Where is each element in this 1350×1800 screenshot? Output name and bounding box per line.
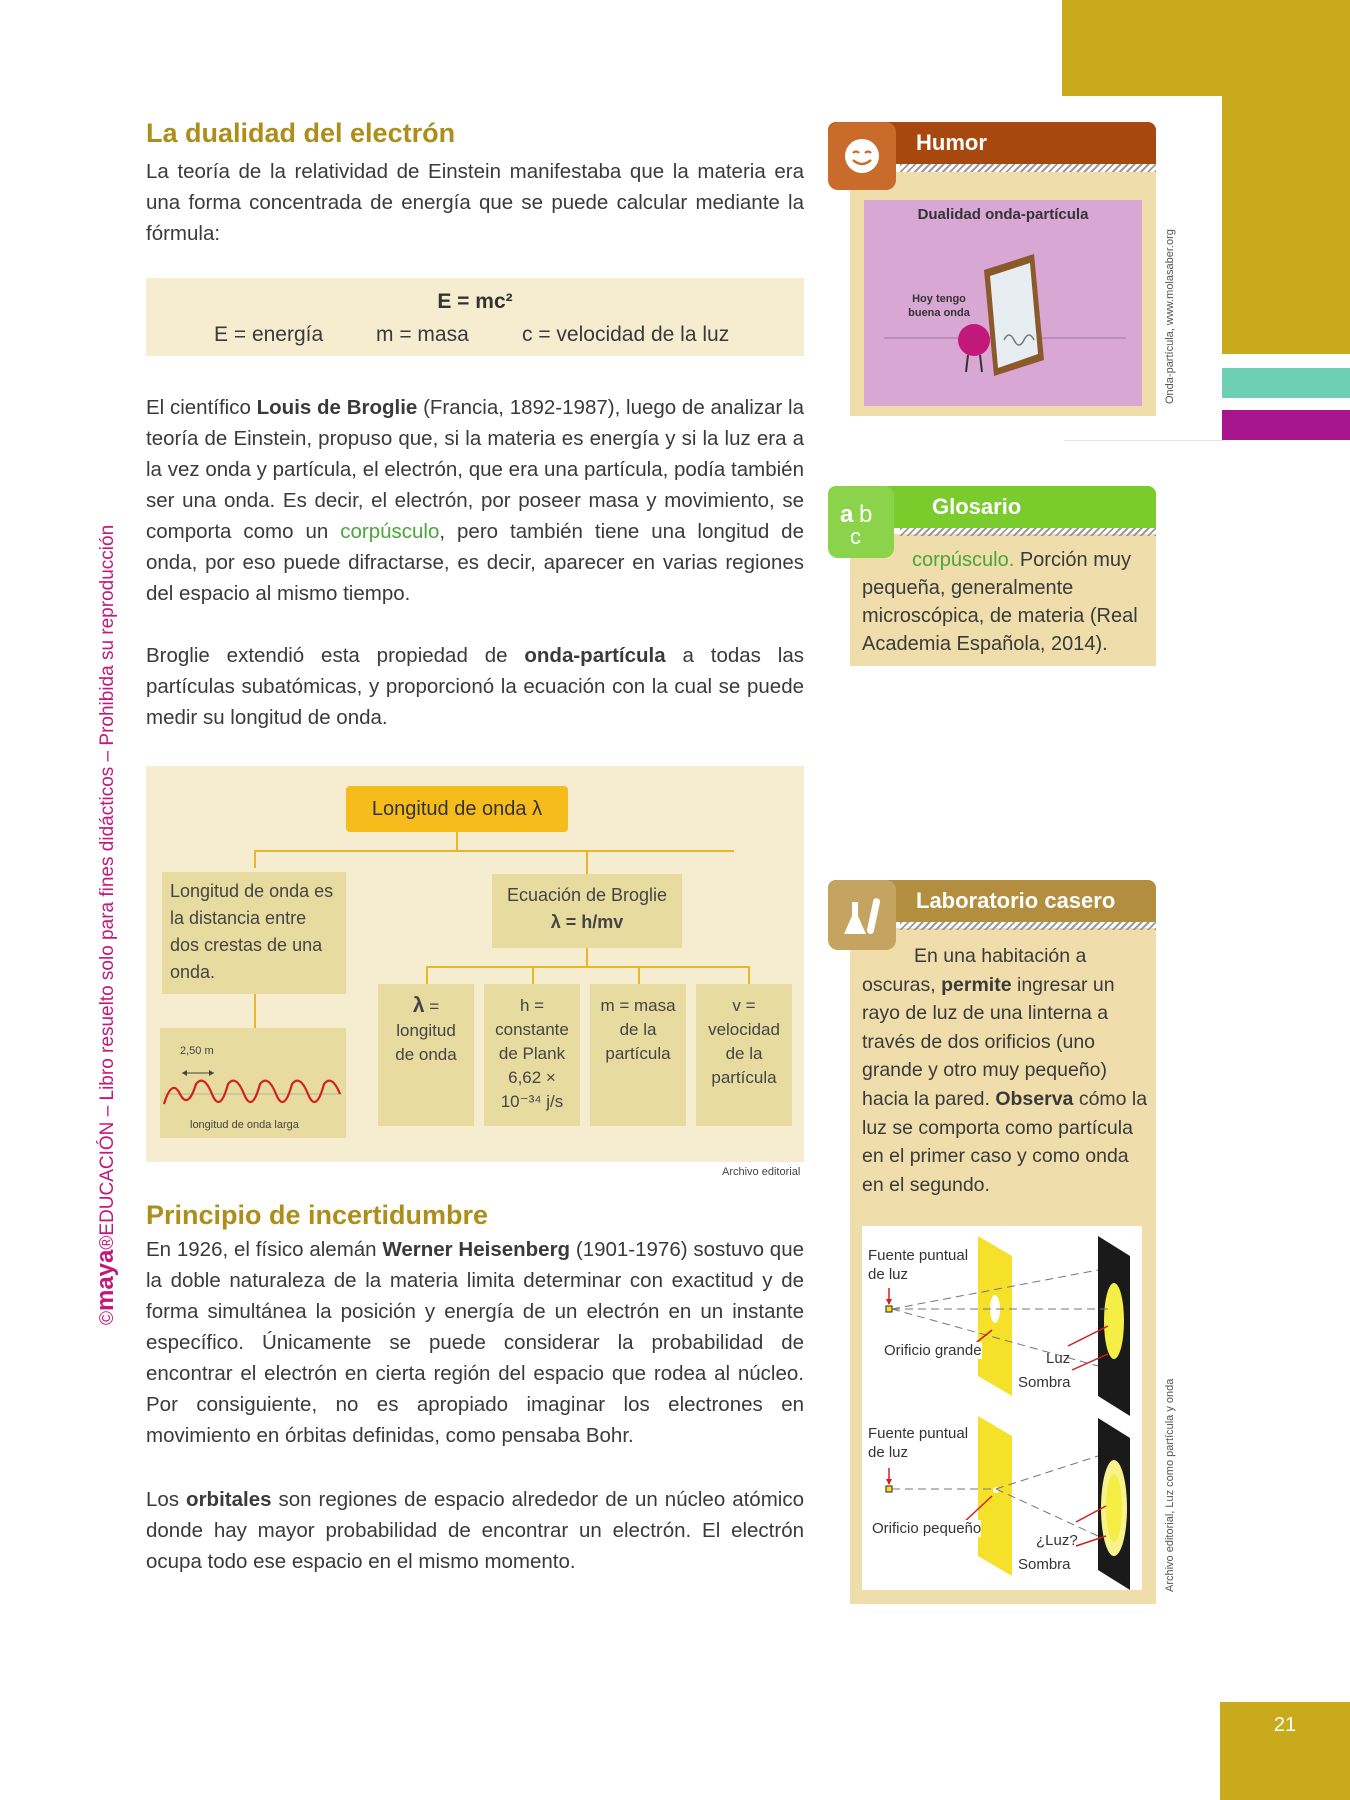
glossary-entry [862, 546, 1152, 658]
lab-instructions [862, 942, 1152, 1199]
connector [426, 966, 428, 984]
lab-figure-credit: Archivo editorial, Luz como partícula y onda [1164, 1378, 1176, 1592]
lambda-definition: = longitud de onda [395, 997, 457, 1064]
cartoon-title: Dualidad onda-partícula [917, 206, 1089, 223]
concept-map [146, 766, 804, 1162]
legend-masa: m = masa [376, 323, 469, 346]
variable-v: v = velocidad de la partícula [696, 984, 792, 1126]
wave-caption: longitud de onda larga [190, 1119, 299, 1131]
broglie-name: Louis de Broglie [256, 396, 418, 419]
connector [748, 966, 750, 984]
flask-icon [828, 880, 896, 950]
onda-particula-term: onda-partícula [524, 644, 666, 667]
connector [426, 966, 750, 968]
connector [586, 850, 588, 874]
glossary-hatch [900, 528, 1156, 536]
orbitales-paragraph [146, 1484, 804, 1577]
heisenberg-name: Werner Heisenberg [382, 1238, 571, 1261]
cartoon-image [864, 200, 1142, 406]
brand-name: maya [92, 1249, 119, 1311]
connector [532, 966, 534, 984]
glossary-definition: Porción muy pequeña, generalmente microscópica, de materia (Real Academia Española, 2014). [862, 549, 1138, 655]
decorative-gold-column [1222, 96, 1350, 354]
legend-velocidad: c = velocidad de la luz [522, 323, 730, 346]
connector [638, 966, 640, 984]
fig-label-shadow-2: Sombra [1018, 1556, 1071, 1573]
decorative-teal-band [1222, 368, 1350, 398]
variable-m: m = masa de la partícula [590, 984, 686, 1126]
wavelength-definition: Longitud de onda es la distancia entre dos crestas de una onda. [162, 872, 346, 994]
onda-particula-paragraph [146, 640, 804, 733]
svg-text:b: b [859, 501, 873, 528]
fig-label-small-hole: Orificio pequeño [872, 1520, 982, 1537]
lab-verb-permite: permite [941, 973, 1012, 996]
glossary-term: corpúsculo. [912, 549, 1015, 571]
wave-measure-label: 2,50 m [180, 1045, 214, 1057]
broglie-text-end: , pero también tiene una longitud de onda, por eso puede difractarse, es decir, aparecer en varias regiones del espacio al mismo tiempo. [146, 520, 804, 605]
lab-hatch [900, 922, 1156, 930]
connector [586, 948, 588, 966]
orbitales-text-start: Los [146, 1488, 187, 1511]
onda-text-start: Broglie extendió esta propiedad de [146, 644, 525, 667]
humor-hatch [900, 164, 1156, 172]
decorative-divider [1064, 440, 1224, 441]
lambda-symbol: λ [412, 994, 425, 1017]
connector [254, 850, 734, 852]
broglie-text-start: El científico [146, 396, 257, 419]
fig-label-light: Luz [1046, 1350, 1071, 1367]
decorative-magenta-band [1222, 410, 1350, 440]
lab-text-1: En una habitación a oscuras, [862, 945, 1087, 996]
connector [254, 850, 256, 868]
fig-label-large-hole: Orificio grande [884, 1342, 982, 1359]
variable-h: h = constante de Plank 6,62 × 10⁻³⁴ j/s [484, 984, 580, 1126]
decorative-gold-band [1062, 0, 1350, 96]
onda-text-end: a todas las partículas subatómicas, y proporcionó la ecuación con la cual se puede medir su longitud de onda. [146, 644, 804, 729]
lab-title: Laboratorio casero [916, 888, 1116, 913]
humor-title: Humor [916, 130, 987, 155]
glossary-title: Glosario [932, 494, 1022, 519]
legend-energia: E = energía [214, 323, 324, 346]
section-title-dualidad: La dualidad del electrón [146, 118, 456, 148]
copyright-symbol: © [97, 1311, 118, 1325]
fig-label-source-1: Fuente puntual de luz [868, 1247, 969, 1283]
variable-lambda [378, 984, 474, 1126]
connector [456, 832, 458, 850]
copyright-text: ®EDUCACIÓN – Libro resuelto solo para fines didácticos – Prohibida su reproducción [97, 524, 118, 1250]
formula-box [146, 278, 804, 356]
page-number: 21 [1220, 1702, 1350, 1800]
humor-credit: Onda-partícula, www.molasaber.org [1164, 229, 1176, 404]
broglie-equation-box [492, 874, 682, 948]
section-title-incertidumbre: Principio de incertidumbre [146, 1200, 489, 1230]
formula-emc2: E = mc² [437, 290, 513, 313]
equation-label: Ecuación de Broglie [506, 885, 668, 905]
fig-label-shadow-1: Sombra [1018, 1374, 1071, 1391]
cartoon-drawing [864, 200, 1142, 406]
lab-text-2: ingresar un rayo de luz de una linterna a través de dos orificios (uno grande y otro muy pequeño) hacia la pared. [862, 973, 1115, 1110]
lab-verb-observa: Observa [995, 1087, 1074, 1110]
broglie-text-mid: (Francia, 1892-1987), luego de analizar la teoría de Einstein, propuso que, si la materia es energía y si la luz era a la vez onda y partícula, el electrón, que era una partícula, podía también ser una onda. Es decir, el electrón, por poseer masa y movimiento, se comporta como un [146, 396, 804, 543]
broglie-paragraph [146, 392, 804, 609]
heisenberg-paragraph [146, 1234, 804, 1451]
svg-text:c: c [850, 524, 861, 549]
svg-text:a: a [840, 501, 854, 528]
orbitales-text-end: son regiones de espacio alrededor de un núcleo atómico donde hay mayor probabilidad de encontrar un electrón. El electrón ocupa todo ese espacio en el mismo momento. [146, 1488, 804, 1573]
smile-icon [828, 122, 896, 190]
heisenberg-text-start: En 1926, el físico alemán [146, 1238, 383, 1261]
wave-illustration [160, 1028, 346, 1138]
concept-map-title: Longitud de onda λ [346, 786, 568, 832]
corpusculo-term: corpúsculo [340, 520, 440, 543]
cartoon-speech: Hoy tengo buena onda [908, 293, 970, 319]
heisenberg-text-end: (1901-1976) sostuvo que la doble naturaleza de la materia limita determinar con exactitud y de forma simultánea la posición y energía de un electrón en un instante específico. Únicamente se puede considerar la probabilidad de encontrar el electrón en cierta región del espacio que rodea al núcleo. Por consiguiente, no es apropiado imaginar los electrones en movimiento en órbitas definidas, como pensaba Bohr. [146, 1238, 804, 1447]
concept-map-credit: Archivo editorial [722, 1166, 801, 1178]
lab-text-3: cómo la luz se comporta como partícula en el primer caso y como onda en el segundo. [862, 1087, 1148, 1196]
equation-formula: λ = h/mv [550, 912, 624, 932]
intro-paragraph: La teoría de la relatividad de Einstein manifestaba que la materia era una forma concentrada de energía que se puede calcular mediante la fórmula: [146, 160, 804, 245]
copyright-notice [92, 525, 120, 1325]
fig-label-source-2: Fuente puntual de luz [868, 1425, 969, 1461]
fig-label-light-question: ¿Luz? [1036, 1532, 1078, 1549]
light-experiment-figure [862, 1226, 1142, 1590]
orbitales-term: orbitales [186, 1488, 272, 1511]
